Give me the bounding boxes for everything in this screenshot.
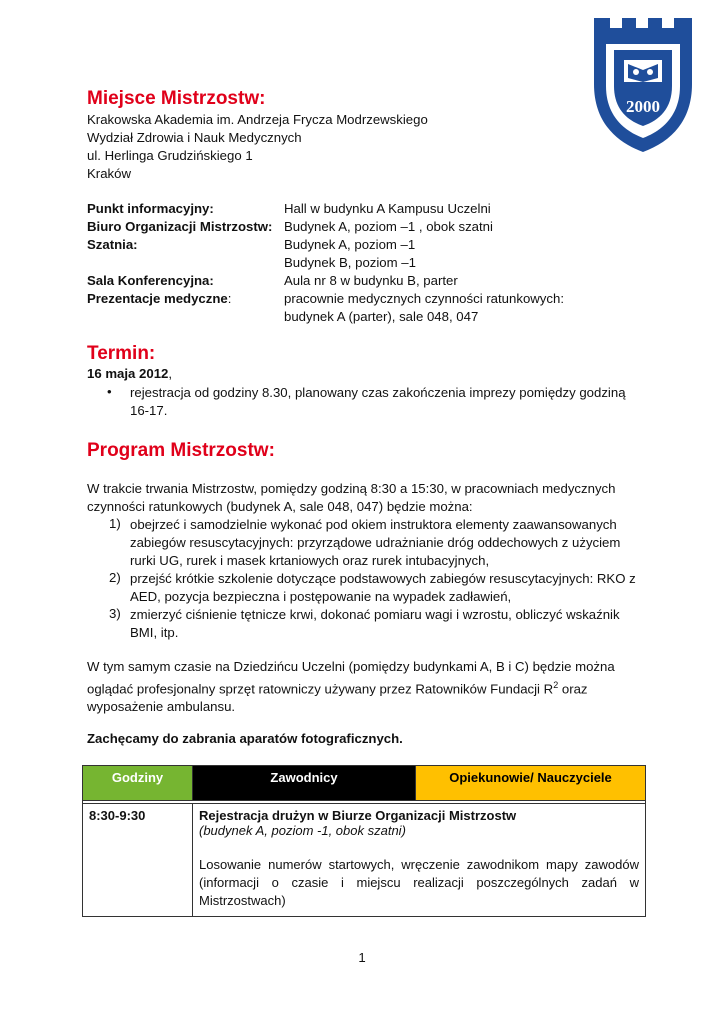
- row-title: Rejestracja drużyn w Biurze Organizacji Mistrzostw: [199, 808, 517, 823]
- info-value: Budynek A, poziom –1: [284, 237, 416, 252]
- venue-line: Krakowska Akademia im. Andrzeja Frycza Modrzewskiego: [87, 112, 428, 127]
- list-number: 2): [109, 570, 121, 585]
- header-guardians: Opiekunowie/ Nauczyciele: [416, 766, 646, 801]
- courtyard-paragraph: W tym samym czasie na Dziedzińcu Uczelni (pomiędzy budynkami A, B i C) będzie można oglądać profesjonalny sprzęt ratowniczy używany przez Ratowników Fundacji $R^2$ oraz wyposażenie ambulansu.: [87, 659, 615, 715]
- termin-heading: Termin:: [87, 343, 156, 364]
- row-description: Losowanie numerów startowych, wręczenie zawodnikom mapy zawodów (informacji o czasie i miejscu realizacji poszczególnych zadań w Mistrzostwach): [199, 857, 639, 908]
- table-header-row: [83, 766, 646, 801]
- info-value: Hall w budynku A Kampusu Uczelni: [284, 201, 491, 216]
- event-date: 16 maja 2012,: [87, 366, 173, 381]
- info-label: Prezentacje medyczne:: [87, 291, 232, 306]
- page-number: 1: [358, 950, 366, 965]
- info-value: Budynek A, poziom –1 , obok szatni: [284, 219, 493, 234]
- venue-line: ul. Herlinga Grudzińskiego 1: [87, 148, 253, 163]
- info-value: pracownie medycznych czynności ratunkowych:: [284, 291, 564, 306]
- schedule-table: [82, 765, 646, 917]
- info-label: Sala Konferencyjna:: [87, 273, 214, 288]
- table-row: [83, 804, 646, 917]
- info-label: Punkt informacyjny:: [87, 201, 214, 216]
- info-value: Budynek B, poziom –1: [284, 255, 416, 270]
- list-number: 3): [109, 606, 121, 621]
- list-item: zmierzyć ciśnienie tętnicze krwi, dokonać pomiaru wagi i wzrostu, obliczyć wskaźnik BMI, itp.: [130, 607, 620, 640]
- row-content: [193, 804, 646, 917]
- venue-line: Wydział Zdrowia i Nauk Medycznych: [87, 130, 302, 145]
- info-label: Biuro Organizacji Mistrzostw:: [87, 219, 273, 234]
- row-time: 8:30-9:30: [83, 804, 193, 917]
- venue-heading: Miejsce Mistrzostw:: [87, 88, 266, 109]
- row-note: (budynek A, poziom -1, obok szatni): [199, 823, 406, 838]
- venue-line: Kraków: [87, 166, 131, 181]
- program-intro: W trakcie trwania Mistrzostw, pomiędzy godziną 8:30 a 15:30, w pracowniach medycznych czynności ratunkowych (budynek A, sale 048, 047) będzie można:: [87, 481, 616, 514]
- logo-year: 2000: [626, 97, 660, 116]
- list-item: przejść krótkie szkolenie dotyczące podstawowych zabiegów resuscytacyjnych: RKO z AED, pozycja bezpieczna i postępowanie na wypadek zadławień,: [130, 571, 636, 604]
- registration-note: rejestracja od godziny 8.30, planowany czas zakończenia imprezy pomiędzy godziną 16-17.: [130, 385, 626, 418]
- list-item: obejrzeć i samodzielnie wykonać pod okiem instruktora elementy zaawansowanych zabiegów resuscytacyjnych: przyrządowe udrażnianie dróg oddechowych z użyciem rurki UG, rurek i masek krtaniowych oraz rurek intubacyjnych,: [130, 517, 621, 568]
- info-value: Aula nr 8 w budynku B, parter: [284, 273, 458, 288]
- info-value: budynek A (parter), sale 048, 047: [284, 309, 479, 324]
- program-heading: Program Mistrzostw:: [87, 440, 275, 461]
- university-logo: [588, 14, 698, 154]
- header-hours: Godziny: [83, 766, 193, 801]
- cameras-note: Zachęcamy do zabrania aparatów fotograficznych.: [87, 731, 403, 746]
- info-label: Szatnia:: [87, 237, 138, 252]
- list-number: 1): [109, 516, 121, 531]
- header-competitors: Zawodnicy: [193, 766, 416, 801]
- bullet-icon: •: [107, 384, 112, 399]
